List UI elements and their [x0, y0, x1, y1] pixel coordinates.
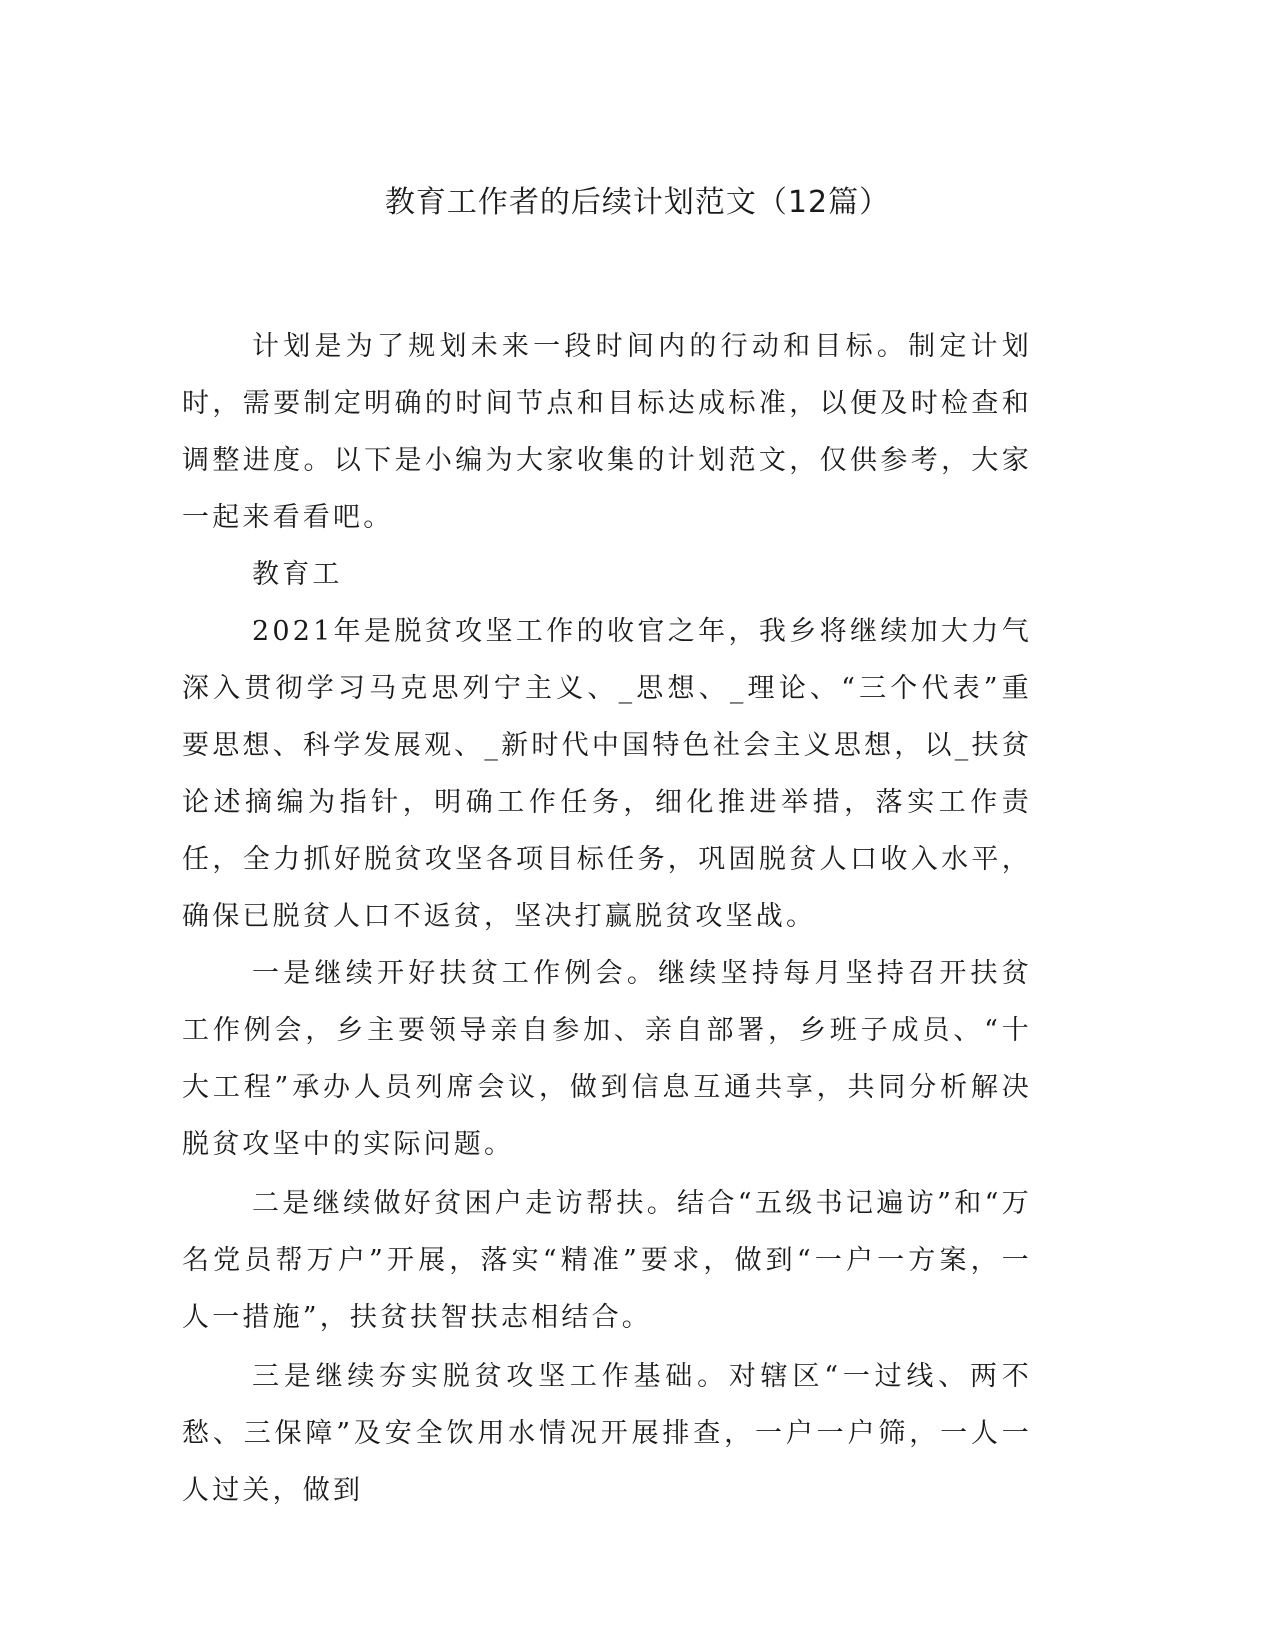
paragraph-overview: 2021年是脱贫攻坚工作的收官之年，我乡将继续加大力气深入贯彻学习马克思列宁主义、_思想、_理论、“三个代表”重要思想、科学发展观、_新时代中国特色社会主义思想，以_扶贫论述摘编为指针，明确工作任务，细化推进举措，落实工作责任，全力抓好脱贫攻坚各项目标任务，巩固脱贫人口收入水平，确保已脱贫人口不返贫，坚决打赢脱贫攻坚战。 — [182, 616, 1032, 932]
document-body — [182, 318, 1032, 1519]
paragraph-item-three: 三是继续夯实脱贫攻坚工作基础。对辖区“一过线、两不愁、三保障”及安全饮用水情况开展排查，一户一户筛，一人一人过关，做到 — [182, 1361, 1032, 1506]
document-title: 教育工作者的后续计划范文（12篇） — [384, 185, 891, 220]
paragraph-section-heading: 教育工 — [252, 559, 343, 590]
paragraph-intro: 计划是为了规划未来一段时间内的行动和目标。制定计划时，需要制定明确的时间节点和目标达成标准，以便及时检查和调整进度。以下是小编为大家收集的计划范文，仅供参考，大家一起来看看吧。 — [182, 331, 1032, 533]
paragraph-item-one: 一是继续开好扶贫工作例会。继续坚持每月坚持召开扶贫工作例会，乡主要领导亲自参加、亲自部署，乡班子成员、“十大工程”承办人员列席会议，做到信息互通共享，共同分析解决脱贫攻坚中的实际问题。 — [182, 958, 1032, 1160]
paragraph-item-two: 二是继续做好贫困户走访帮扶。结合“五级书记遍访”和“万名党员帮万户”开展，落实“精准”要求，做到“一户一方案，一人一措施”，扶贫扶智扶志相结合。 — [182, 1188, 1032, 1333]
